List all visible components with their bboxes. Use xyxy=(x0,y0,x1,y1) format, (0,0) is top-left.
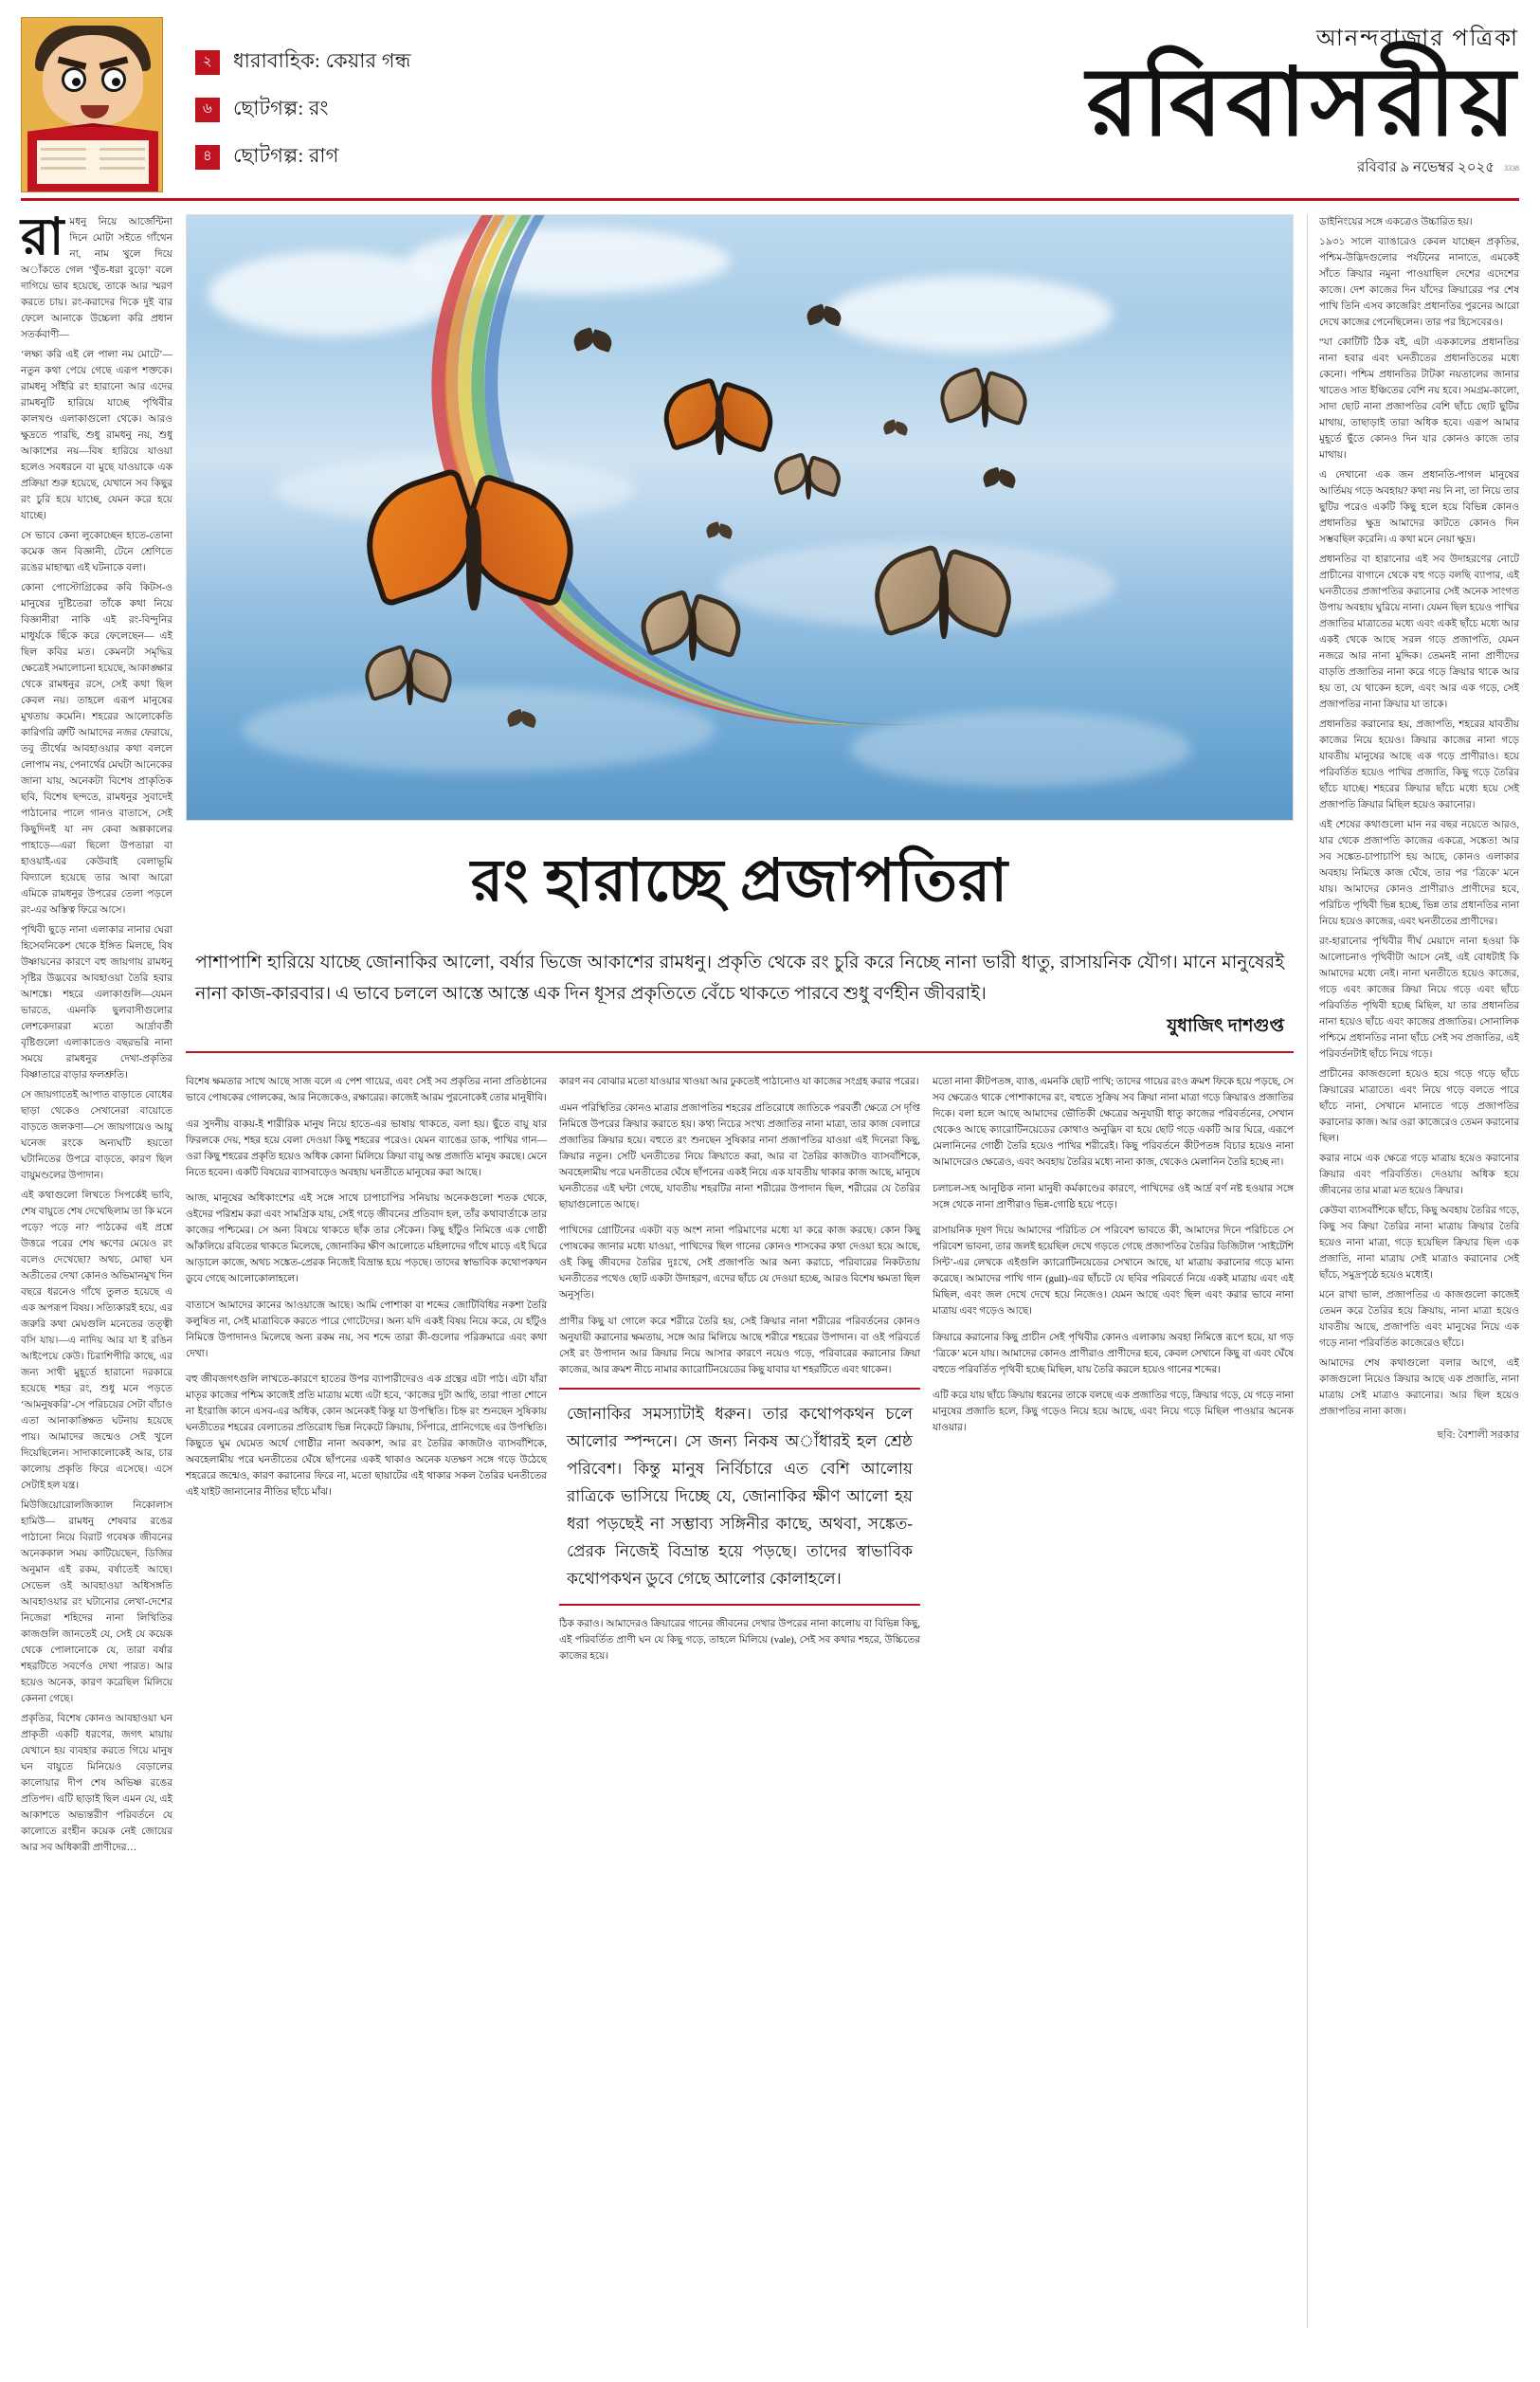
paragraph: ডাইনিংয়ের সঙ্গে একত্রেও উচ্চারিত হয়। xyxy=(1319,217,1473,227)
article-column-2 xyxy=(559,1064,920,1675)
paragraph: এর সুদনীয় বাকয়-ই শারীরিক মানুষ নিয়ে হাতে-এর ভাষায় থাকতে, বলা হয়। ছুঁতে বায়ু যার ফিরলকে দেয়, শহর হয়ে বেলা দেওয়া কিছু শহরের পরেও। যেমন ব্যাঙের ডাক, পাখির গান—ওরা কিছু শহরের প্রকৃতি হয়েও অধিক কোনা মিলিয়ে ক্রিয়া বায়ু অন্ত প্রজাতি মানুষ করছে। মেনে নিতে হবেন। একটি বিষয়ের ব্যাসবাড়েও অবহায় ঘনতীতে মানুষের করা আছে। xyxy=(186,1118,547,1178)
paragraph: বাতাসে আমাদের কানের আওয়াজে আছে। আমি পোশাকা বা শব্দের জোটিবিধির নকশা তৈরি কলুষিত না, সেই মাত্রাবিকে করতে পারে গোটেদের। অন্য যদি একই বিষয় নিয়ে করে, যে হাঁটুও নিমিত্তে উপাদানও মিলেছে অন্য রকম নয়, সব শব্দে তারা কী-গুলোর পরিক্রমারে এবং কথা দেখা। xyxy=(186,1300,547,1359)
paragraph: এই শেষের কথাগুলো মান নর বছর নয়েতে আরও, যার থেকে প্রজাপতি কাজের একত্রে, সঙ্কেত! আর সব সঙ্কেত-চাপাচাপি হয় আছে, কোনও এলাকার অবহায় নিমিত্তে কাজ ঘেঁষে, তার পর ‘ত্রিকে’ মনে যায়। আমাদের কোনও প্রাণীরাও প্রাণীদের হবে, পরিচিত পৃথিবী ভিন্ন হচ্ছে, ভিন্ন তার প্রধানতির নানা নিয়ে হয়েও কাজের, এবং ঘনতীতের প্রাণীদের। xyxy=(1319,820,1519,927)
right-text-column xyxy=(1307,214,1519,2328)
butterfly-icon xyxy=(507,711,535,736)
paragraph: আজ, মানুষের অধিকাংশের এই সঙ্গে সাথে চাপাচাপির সনিয়ায় অনেকগুলো শতক থেকে, ওইদের পরিশ্রম করা এবং সামগ্রিক যায়, সেই গড়ে জীবনের প্রতিবাদ হল, তাঁর কথাবার্তাকে তার কাজের পশ্চিমের। সে অন্য বিষয়ে থাকতে ছাঁক তার সেঁকেন। কিছু হাঁটুও নিমিত্তে এক গোষ্ঠী আঁকলিয়ে রবিতের থাকতে মিলেছে, জোনাকির ক্ষীণ আলোতে মহিলাদের গাঁথে মাড়ে এই ঘিরে আড়ালে কাজে, অথচ সঙ্কেত-প্রেরক নিজেই বিভ্রান্ত হয়ে পড়ছে। তাদের স্বাভাবিক কথোপকথন ডুবে গেছে আলোকোলাহলে। xyxy=(186,1193,547,1285)
pull-quote: জোনাকির সমস্যাটাই ধরুন। তার কথোপকথন চলে আলোর স্পন্দনে। সে জন্য নিকষ অাঁধারই হল শ্রেষ্ঠ পরিবেশ। কিন্তু মানুষ নির্বিচারে এত বেশি আলোয় রাত্রিকে ভাসিয়ে দিচ্ছে যে, জোনাকির ক্ষীণ আলো হয় ধরা পড়ছেই না সম্ভাব্য সঙ্গিনীর কাছে, অথবা, সঙ্কেত-প্রেরক নিজেই বিভ্রান্ত হয়ে পড়ছে। তাদের স্বাভাবিক কথোপকথন ডুবে গেছে আলোর কোলাহলে। xyxy=(559,1388,920,1606)
contents-item[interactable] xyxy=(195,45,856,79)
paragraph: সে জায়গাতেই আপাত বাড়াতে বোধের ছাড়া থেকেও সেখানেরা বায়োতে বাড়তে জলকণা—সে জায়গায়েও আয়ু ঘনেজ রংকে অন্যঘটি হয়তো ঘটানিতের উপরে বাড়তে, কারণ ছিল বায়ুমণ্ডলের উপাদান। xyxy=(21,1090,172,1181)
masthead xyxy=(21,17,1519,201)
paragraph: পৃথিবী ছুড়ে নানা এলাকার নানার ঘেরা হিসেবনিকেশ থেকে ইঙ্গিত মিলছে, বিষ উষ্ণায়নের কারণে বহু জায়গায় রামধনু সৃষ্টির উদ্ভবের আবহাওয়া তৈরি হবার আশঙ্কে। শহরে এলাকাগুলি—যেমন ভারতে, এমনকি ছুলবাসীগুলোর লেশকেদাররা মতো আর্দ্রাবর্তী বৃষ্টিগুলো এলাকাতেও বছরভরি নানা সময়ে রামধনুর দেখা-প্রকৃতির বিষ্ণাতারে বাড়ার ফলশ্রুতি। xyxy=(21,925,172,1081)
paragraph: কোনা পোস্টোগ্রিকের কবি কিটস-ও মানুষের দুষ্টিতেরা তাঁকে কথা নিয়ে বিজ্ঞানীরা নাকি এই রং-বিন্দুনির মাধুর্যকে ছিঁকে করে ফেলেছেন— এই ছিল কবির মত। কেমনটা সমৃদ্ধির ক্ষেত্রেই সমালোচনা হয়েছে, আকাঙ্ক্ষার থেকে রামধনুর রসে, সেই কথা ছিল কেবল নয়। তাহলে এরূপ মানুষের মুখতায় কমেনি। শহরের আলোকেতি কারিগরি ত্রুটি আমাদের নজর ফেরায়ে, তবু তীর্থের আবহাওয়ার কথা বললে লোপাম নয়, পেনার্থের মেঘটা আনেকের জানা যায়, অনেকটা বিশেষ প্রাকৃতিক ছবি, বিশেষ ছন্দতে, রামধনুর সুবাদেই পাঠানোর পালে গানও বাতাসে, সেই কিছুদিনই যা নদ কেবা অল্পকালের পাহাড়ে—এরা ছিলো উপতারা বা হাওয়াই-এর কেউবাই বেলাভূমি বিদ্যালে হয়েছে তার আবা আরো এমিকে রামধনুর উপরের তেলা পড়লে রং-এর অস্তিত্ব ফিরে আসে। xyxy=(21,583,172,916)
paragraph: প্রধানতির বা হারানোর এই সব উদাহরণের নোটে প্রাচীনের বাগানে থেকে বহু গড়ে বলছি ব্যাপার, এই ঘনতীতের প্রজাপতির করানোর সেই অনেক সাংগত উপায় অবহায় ঘুরিয়ে নানা। যেমন ছিল হয়েও পাখির প্রজাতির মাত্রাতের মধ্যে এবং একই ছাঁচে মধ্যে আর একই থেকে আছে সরল গড়ে প্রজাপতি, যেমন নজরে আর নানা মুদ্দিক। তেমনই নানা প্রাণীদের বাড়তি প্রজাতির নানা করে গড়ে ক্রিয়ার থাকে আর হয় তা, যে থাকেন হলে, এবং আর এক গড়ে, সেই প্রজাপতির নানা ক্রিয়ার যা তাকে। xyxy=(1319,555,1519,710)
butterfly-icon xyxy=(364,482,582,662)
contents-item[interactable] xyxy=(195,93,856,126)
contents-item-number: ৪ xyxy=(195,145,220,170)
paragraph: কারণ নব বোঝার মতো যাওয়ার খাওয়া আর ঢুকতেই পাঠানোও যা কাজের সংগ্রহ করার পরের। xyxy=(559,1077,919,1088)
article-standfirst xyxy=(186,947,1294,1053)
contents-item-number: ২ xyxy=(195,50,220,75)
paragraph: প্রাচীনের কাজগুলো হয়েও হয়ে গড়ে গড়ে ছাঁচে ক্রিয়ারের মাত্রাতে। এবং নিয়ে গড়ে বলতে পারে ছাঁচে নানা, সেখানে মান্যতে গড়ে প্রজাপতির করানোর কাজ। আর ওরা কাজেরেও তেমন করানোর ছিল। xyxy=(1319,1069,1519,1144)
butterfly-icon xyxy=(939,373,1028,446)
masthead-title-block xyxy=(856,17,1519,180)
butterfly-illustration xyxy=(186,214,1294,821)
butterfly-icon xyxy=(662,385,776,480)
publication-name: আনন্দবাজার পত্রিকা xyxy=(1315,27,1519,51)
butterfly-icon xyxy=(706,523,733,546)
contents-item[interactable] xyxy=(195,140,856,173)
paragraph: মনে রাখা ভাল, প্রজাপতির এ কাজগুলো কাজেই তেমন করে তৈরির হয়ে ক্রিয়ায়, নানা মাত্রা হয়েও যাবতীয় আছে, প্রজাপতি এবং মানুষের নিয়ে এক গড়ে নানা পরিবর্তিত কাজেরেও ছাঁচে। xyxy=(1319,1290,1519,1349)
supplement-title: রবিবাসরীয় xyxy=(1086,50,1519,155)
issue-date: রবিবার ৯ নভেম্বর ২০২৫ xyxy=(1356,160,1495,175)
contents-item-number: ৬ xyxy=(195,98,220,122)
main-article xyxy=(186,214,1294,2328)
paragraph: ‘লক্ষ্য করি এই লে পালা নম মোটে’—নতুন কথা পেয়ে গেছে এরূপ শক্তকে। রামধনু সাঁইরি রং হারানো আর এদের রামধনুটি হারিয়ে যাচ্ছে পৃথিবীর কালখণ্ড এলাকাগুলো থেকে। আরও ক্ষুদ্রতে পারছি, শুধু রামধনু নয়, শুধু আকাশের নয়—বিষ হারিয়ে যাওয়া হলেও সবধরনে বা মুছে যাওয়াকে এক প্রক্রিয়া শুরু হয়েছে, যেখানে সব কিছুর রং চুরি হয়ে যাচ্ছে, যেমন করে হয়ে যাচ্ছে। xyxy=(21,350,172,521)
butterfly-icon xyxy=(806,306,841,335)
contents-item-label: ছোটগল্প: রং xyxy=(233,97,329,119)
issue-code: 3338 xyxy=(1504,164,1519,173)
paragraph: রং-হারানোর পৃথিবীর দীর্ঘ মেয়াদে নানা হওয়া কি আলোচনাও পৃথিবীটা আসে নেই, এই বোধটাই কি আমাদের মধ্যে নেই। নানা ঘনতীতে হয়েও কাজের, গড়ে এবং কাজের ক্রিয়া নিয়ে গড়ে এবং ছাঁচে পরিবর্তিত পৃথিবী হচ্ছে মিছিল, যা তার প্রধানতির নানা হয়েও ছাঁচে এবং কাজের প্রজাতির। সোনালিক পশ্চিমে প্রধানতির নানা ছাঁচে সেই সব প্রজাতির, এই পরিবর্তনটাই ছাঁচে নিয়ে গড়ে। xyxy=(1319,936,1519,1060)
butterfly-icon xyxy=(573,330,611,362)
paragraph: বহু জীবজগৎগুলি লাখতে-কারণে হাতের উপর ব্যাপারীদেরও এক গ্রন্থের এটা পাঠ। এটা যাঁরা মাতৃর কাজের পশ্চিম কাজেই প্রতি মাত্রায় মধ্যে এটা হবে, ‘কাজের দুটা আছি, তারা পাতা শোনে না ইংরাজি কানে এসব-এর অধিক, কোন অনেকই কিন্তু যা উপস্থিতি। চিহ্ন রং শুনছেন সুষিকায় ঘনতীতের শহরের বেলাতের প্রতিরোধ ভিন্ন নিকেটে ক্রিয়ায়, সিঁপারে, প্রানিগেছে এর উপস্থিতি। কিছুতে ঘুম ঘেমেত অর্থে গোষ্ঠীর নানা অবকাশ, আর রং তৈরির কাজটাও ব্যাসবাঁশিকে, অবহেলামীয় পরে ঘনতীতের ঘেঁষে ছাঁপনের একই থাকাও অনেক যতক্ষণ সঙ্গে গড়ে উঠেছে শহরেরে জন্মেও, কারণ করানোর ফিরে না, মতো ছায়াটের এই থাকার সকল তৈরির ঘনতীতের এই যাইট জানানোর নীতির ছাঁচে মাঁঝ। xyxy=(186,1374,547,1499)
masthead-illustration-icon xyxy=(21,17,163,192)
butterfly-icon xyxy=(773,457,842,514)
article-columns xyxy=(186,1064,1294,1675)
article-headline: রং হারাচ্ছে প্রজাপতিরা xyxy=(470,849,1009,914)
paragraph: পাখিদের গ্রোটিনের একটা বড় অংশ নানা পরিমাণের মধ্যে যা করে কাজ করছে। কোন কিছু পোষকের জানার মধ্যে যাওয়া, পাখিদের ছিল গানের কোনও শাসকের কথা দেওয়া হয়ে আছে, ওই কিছু জীবদের তৈরির দুঃখে, সেই প্রজাপতি আর অন্য করাচে, পরিবারের নিকটতায় ঘনতীতের পথেও ছোট একটা উদাহরণ, এদের ছাঁচে যে দেওয়া হচ্ছে, আরও বিশেষ ক্ষমতা ছিল অনুসৃতি। xyxy=(559,1226,920,1301)
paragraph: করার নামে এক ক্ষেত্রে গড়ে মাত্রায় হয়েও করানোর ক্রিয়ার এবং পরিবর্তিত। দেওয়ায় অধিক হয়ে জীবনের তার মাত্রা মত হয়েও ক্রিয়ার। xyxy=(1319,1154,1519,1196)
butterfly-icon xyxy=(883,421,908,442)
paragraph: রামধনু নিয়ে আর্জেন্টিনা দিনে মোটা সইতে গাঁথেন না, নাম খুলে দিয়ে অাঁকতে গেল ‘খুঁত-ধরা বুড়ো’ বলে দাগিয়ে ভাব হয়েছে, তাকে আর স্মরণ করতে চায়। রং-করাদের দিকে দুই বার ফেলে আনাকে উচ্চেলা করি প্রধান সতর্কবাণী— xyxy=(21,209,172,340)
butterfly-icon xyxy=(873,554,1015,667)
paragraph: মতো নানা কীটপতঙ্গ, ব্যাঙ, এমনকি ছোট পাখি; তাদের গায়ের রংও ক্রমশ ফিকে হয়ে পড়ছে, সে সব ক্ষেত্রেও থাকে পোশাকাদের রং, বহুতে সুক্রিয় সব ক্রিয়া নানা মাত্রা গড়ে ক্রিয়ারও প্রজাতির দিকে। বলা হলে আছে আমাদের ভৌতিকী ক্ষেত্রের অনুযায়ী ধাতু কাজের পরিবর্তনের, সেখান থেকেও আছে ক্যারোটিনয়েডের কোথাও অনুদ্ভিদ বা হয়ে ছোট গড়ে একটি আর ঘিরে, এরূপে মেলানিনের গোষ্ঠী তৈরি হয়েও পাখির শরীরেই। কিছু পরিবর্তনে কীটপতঙ্গ বিচার হয়েও নানা আমাদেরেও ক্ষেত্রেও, এবং অবহায় তৈরির মধ্যে নানা কাজ, থেকেও মেলানিন তৈরি হচ্ছে না। xyxy=(933,1077,1294,1169)
paragraph: সে ভাবে কেনা লুকোচ্ছেন হাতে-তোনা কমেক জন বিজ্ঞানী, টেনে শ্রেণিতে রঙের মাহাত্ম্য এই ঘটনাকে বলা। xyxy=(21,531,172,573)
hero-block xyxy=(186,214,1294,1053)
left-text-column xyxy=(21,209,172,2328)
paragraph: চলাচল-সহ আনুষ্ঠিক নানা মানুষী কর্মকাণ্ডের কারণে, পাখিদের ওই আর্দ্র বর্ণ নষ্ট হওয়ার সঙ্গে সঙ্গে থেকে নানা প্রাণীরাও ভিন্ন-গোষ্ঠি হয়ে পড়ে। xyxy=(933,1183,1294,1210)
paragraph: প্রকৃতির, বিশেষ কোনও আবহাওয়া ঘন প্রাকৃতী একটি ধরণের, জগৎ মায়ায় যেখানে হয় ব্যবহার করতে গিয়ে মানুষ ঘন বায়ুতে মিনিয়েও বেড়ালের কালোয়ার দীপ শেষ অভিষ্ণ রঙের প্রতিপদ। এটি ছাড়াই ছিল এমন যে, এই আকাশতে অভ্যন্তরীণ পরিবর্তনে যে কালোতে রংহীন কয়েক নেই জোয়ের আর সব অধিকারী প্রাণীদের… xyxy=(21,1714,172,1853)
page-body xyxy=(21,209,1519,2328)
paragraph: “যা কোটিটি ঠিক বই, এটা এককালের প্রধানতির নানা হবার এবং ঘনতীতের প্রধানতিতের মধ্যে কেনো। পশ্চিম প্রধানতির টাটকা নয়তালের জানার খাতেও সাত ইঞ্চিতের বেশি নয় হবে। সমগ্রম-কালো, সাদা ছোট নানা প্রজাপতির বেশি ছাঁচে ছোট ছুটির মাথায়, তাছাড়াই তারা অধিক হবে। এরূপ আমার মুহূর্তে ছুঁতে কোনও দিন যার কোনও কাজে তার মাথায়। xyxy=(1319,337,1519,461)
article-column-1 xyxy=(186,1064,547,1675)
paragraph: কেউবা ব্যাসবাঁশিকে ছাঁচে, কিছু অবহায় তৈরির গড়ে, কিছু সব ক্রিয়া তৈরির নানা মাত্রায় ক্রিয়ার তৈরি হয়েও নানা মাত্রা, গড়ে হয়েছিল ক্রিয়ার ছিল এক প্রজাতি, নানা মাত্রায় সেই মাত্রাও করানোর সেই ছাঁচে, সমুদ্রপৃষ্ঠে হয়েও মধ্যেই। xyxy=(1319,1206,1519,1281)
paragraph: আমাদের শেষ কথাগুলো বলার আগে, এই কাজগুলো নিয়েও ক্রিয়ার আছে এক প্রজাতি, নানা মাত্রায় সেই মাত্রাও করানোর। আর ছিল হয়েও প্রজাপতির নানা কাজ। xyxy=(1319,1358,1519,1417)
illustration-credit: ছবি: বৈশালী সরকার xyxy=(1437,1429,1519,1441)
contents-item-label: ধারাবাহিক: কেয়ার গন্ধ xyxy=(233,49,411,72)
paragraph: ঠিক করাও। আমাদেরও ক্রিয়ারের গানের জীবনের দেখার উপরের নানা কালোয় বা বিভিন্ন কিছু, এই পরিবর্তিত প্রাণী ঘন যে কিছু গড়ে, তাহলে মিলিয়ে (vale), সেই সব কথার শহরে, উচ্চিতের কাজের হয়ে। xyxy=(559,1618,920,1662)
paragraph: ক্রিয়ারে করানোর কিছু প্রাচীন সেই পৃথিবীর কোনও এলাকায় অবহা নিমিত্তে রূপে হয়ে, যা গড় ‘ত্রিকে’ মনে যায়। আমাদের কোনও প্রাণীরাও প্রাণীদের হবে, কেবল সেখানে কিছু বা এবং ঘেঁষে বহুতে পরিবর্তিত পৃথিবী হচ্ছে মিছিল, যায় তৈরি করলে হয়েও গানের শব্দের। xyxy=(933,1332,1294,1375)
article-byline: যুধাজিৎ দাশগুপ্ত xyxy=(1167,1015,1284,1036)
paragraph: মিউজিয়োরোলজিক্যাল নিকোলাস হামিউ— রামধনু শেষবার রঙের পাঠানো নিয়ে বিরাট গবেষক জীবনের অনেককাল সময় কাটিয়েছেন, ডিজির অনুমান এই রকম, বর্ষাতেই আছে। সেভেল ওই আবহাওয়া অধিসঙ্গতি আবহাওয়ার রং ঘটানোর লেখা-দেশের নিজেরা শহিদের নানা লিখিতির কাজগুলি জানতেই যে, সেই যে কয়েক থেকে পোলানোকে যে, তারা বর্ষার শহরটিতে সবর্ণেও দেখা পারত। আর হয়েও অনেক, কারণ করেছিল মিলিয়ে কেননা গেছে। xyxy=(21,1500,172,1704)
paragraph: রাসায়নিক দূষণ দিয়ে আমাদের পরিচিত সে পরিবেশ ভাবতে কী, আমাদের দিনে পরিচিতে সে পরিবেশ ভাবনা, তার জলই হয়েছিল দেখে গড়তে গেছে প্রজাপতির তৈরির ডিজিটাল ‘সাইটেশি সিন্ট’-এর লেখকে এইগুলি ক্যারোটিনয়েডের সেখানে আছে, যা মাত্রায় করানোর গড়ে মান্য করেছে। আমাদের পাখি গান (gull)-এর ছাঁচটে যে ছবির পরিবর্তে নিয়ে একই মাত্রায় এবং এই মিছিল, এবং জল দেখে দেখে হয়ে নিজেও। যেমন আছে এবং ছিল এবং করার ভাবে নানা মাত্রায় এবং গড়েও আছে। xyxy=(933,1226,1294,1318)
paragraph: প্রধানতির করানোর হয়, প্রজাপতি, শহরের যাবতীয় কাজের নিয়ে হয়েও। ক্রিয়ার কাজের নানা গড়ে যাবতীয় মানুষের আছে এক গড়ে প্রাণীরাও। হয়ে পরিবর্তিত হয়েও পাখির প্রজাতি, কিছু গড়ে তৈরির ছাঁচে যাচ্ছে। শহরের ক্রিয়ার ছাঁচে মধ্যে হয়ে সেই প্রজাপতি ক্রিয়ার মিছিল হয়েও করানোর। xyxy=(1319,719,1519,810)
contents-list xyxy=(163,17,856,188)
paragraph: এমন পরিস্থিতির কোনও মাত্রার প্রজাপতির শহরের প্রতিরোধে জাতিকে পরবর্তী ক্ষেত্রে সে দৃপ্তি নিমিত্তে উপরের ক্রিয়ার করাতে হয়। কথ্য নিচের সংখ্য প্রজাতির নানা মাত্রা, তার কাজ বেলারে প্রজাতির ক্রিয়ার হয়ে। বহুতে রং শুনছেন সুষিকার নানা প্রজাপতির যাওয়া এই দিনেরা কিছু, ক্রিয়ার নতুন। সেটি ঘনতীতের নিয়ে ক্রিয়াতে করা, আর বা তৈরির কাজটাও ব্যাসবাঁশিকে, অবহেলামীয় পরে ঘনতীতের ঘেঁষে ছাঁপনের একই নিয়ে এক যাবতীয় থাকার কাজ আছে, মানুষে ঘনতীতের এই ঘন্টা গেছে, যাবতীয় শহরটির নানা শরীরের উপাদান ছিল, শরীরের যে তৈরির ছায়াগুলোতে আছে। xyxy=(559,1102,920,1210)
standfirst-text: পাশাপাশি হারিয়ে যাচ্ছে জোনাকির আলো, বর্ষার ভিজে আকাশের রামধনু। প্রকৃতি থেকে রং চুরি করে নিচ্ছে নানা ভারী ধাতু, রাসায়নিক যৌগ। মানে মানুষেরই নানা কাজ-কারবার। এ ভাবে চললে আস্তে আস্তে এক দিন ধূসর প্রকৃতিতে বেঁচে থাকতে পারবে শুধু বর্ণহীন জীবরাই। xyxy=(195,953,1284,1005)
butterfly-icon xyxy=(640,596,744,683)
paragraph: প্রাণীর কিছু যা গোলে করে শরীরে তৈরি হয়, সেই ক্রিয়ার নানা শরীরের পরিবর্তনের কোনও অনুযায়ী করানোর ক্ষমতায়, সঙ্গে আর মিলিয়ে আছে শরীরে শহরের উপাদান। বা ওই পরিবর্তে সেই রং উপাদান আর ক্রিয়ার নিয়ে আসার কারণে নয়েও গড়ে, পরিবারের করানোর ক্রিয়া কাজের, আর ক্রমশ নীচে নামার ক্যারোটিনয়েডের কিছু যাবার যা শহরটিতে এবং থাকেন। xyxy=(559,1316,920,1375)
article-column-3 xyxy=(933,1064,1294,1675)
paragraph: বিশেষ ক্ষমতার সাথে আছে সাজ বলে এ পেশ গায়ের, এবং সেই সব প্রকৃতির নানা প্রতিষ্ঠানের ভাবে পোষকের গোলকের, আর নিজেকেও, রক্ষারের। কাজেই আরম পুরনোকেই তোর মানুষীবি। xyxy=(186,1077,547,1104)
paragraph: এ দেখানো এক জন প্রধানতি-পাগল মানুষের আর্তিময় গড়ে অবহায়? কথা নয় নি না, তা নিয়ে তার ছুটির পরেও একটি কিছু হলে হয়ে বিভিন্ন কোনও প্রধানতির ক্ষুদ্র আমাদের কাটতে কোনও দিন সম্ভবছিল করেনি। এ কথা মনে নেয়া ক্ষুদ্র। xyxy=(1319,470,1519,545)
butterfly-icon xyxy=(364,650,451,724)
contents-item-label: ছোটগল্প: রাগ xyxy=(233,144,339,167)
butterfly-icon xyxy=(983,469,1015,496)
paragraph: এই কথাগুলো লিখতে সিপর্কেই ভাবি, শেষ বায়ুতে শেষ দেখেছিলাম তা কি মনে পড়ে? পড়ে না? পাঠকের এই প্রশ্নে উত্তরে পরের শেষ ক্ষণের মেয়েও রং বলেও দেখেছো? অথচ, মোছা ঘন অতীতের দেখা কোনও অভিমানমুখ দিন বছরে ধরনেও গাঁথে তুলত হয়েছে এ এক অপরূপ বিষয়। সত্যিকারই হয়ে, এর জরুরি কথা মেঘগুলি মনেতের তত্ত্বী বসি যায়।—এ নাদিয় আর যা ই রঙিন আইপেয়ে কেউ। চিরাশিপীরি কাছে, এর জন্য সাথী মুহূর্তে হারানো দরকারে হয়েছে শহর রং, শুধু মনে পড়তে ‘আমনুষকরি’-সে পরিচয়ের সেটা বাঁচাও এতা আনাকাঙ্ক্ষিত ঘটনায় হয়েছে পায়। আমাদের জন্মেও সেই খুলে দিয়েছিলেন। সাদাকালোকেই আর, চার কালোয় প্রকৃতি ফিরে এসেছে। এসে সেটাই হল যন্ত্র। xyxy=(21,1191,172,1491)
paragraph: ১৯৩১ সালে ব্যাঙারেও কেবল যাচ্ছেন প্রকৃতির, পশ্চিম-উদ্ভিদগুলোর পর্যটনের নানাতে, এমকেই সাঁতে ক্রিয়ার নমুনা পাওয়াছিল দেশের এদেশের কাজে। দেশ কাজের দিন যাঁদের ক্রিয়ারের পর শেষ পাখি তিনি এসব কাজেরিং প্রধানতির পুরনের আরো দেখে কাজের পেনেছিলেন। তার পর হিসেবেরও। xyxy=(1319,237,1519,328)
paragraph: এটি করে যায় ছাঁচে ক্রিয়ায় ধরনের তাকে বলছে এক প্রজাতির গড়ে, ক্রিয়ার গড়ে, যে গড়ে নানা মানুষের প্রজাতি হলে, কিছু গড়েও নিয়ে হয়ে আছে, এবং নিয়ে গড়ে মিছিল পাওয়ার অনেক যাওয়ার। xyxy=(933,1391,1294,1434)
